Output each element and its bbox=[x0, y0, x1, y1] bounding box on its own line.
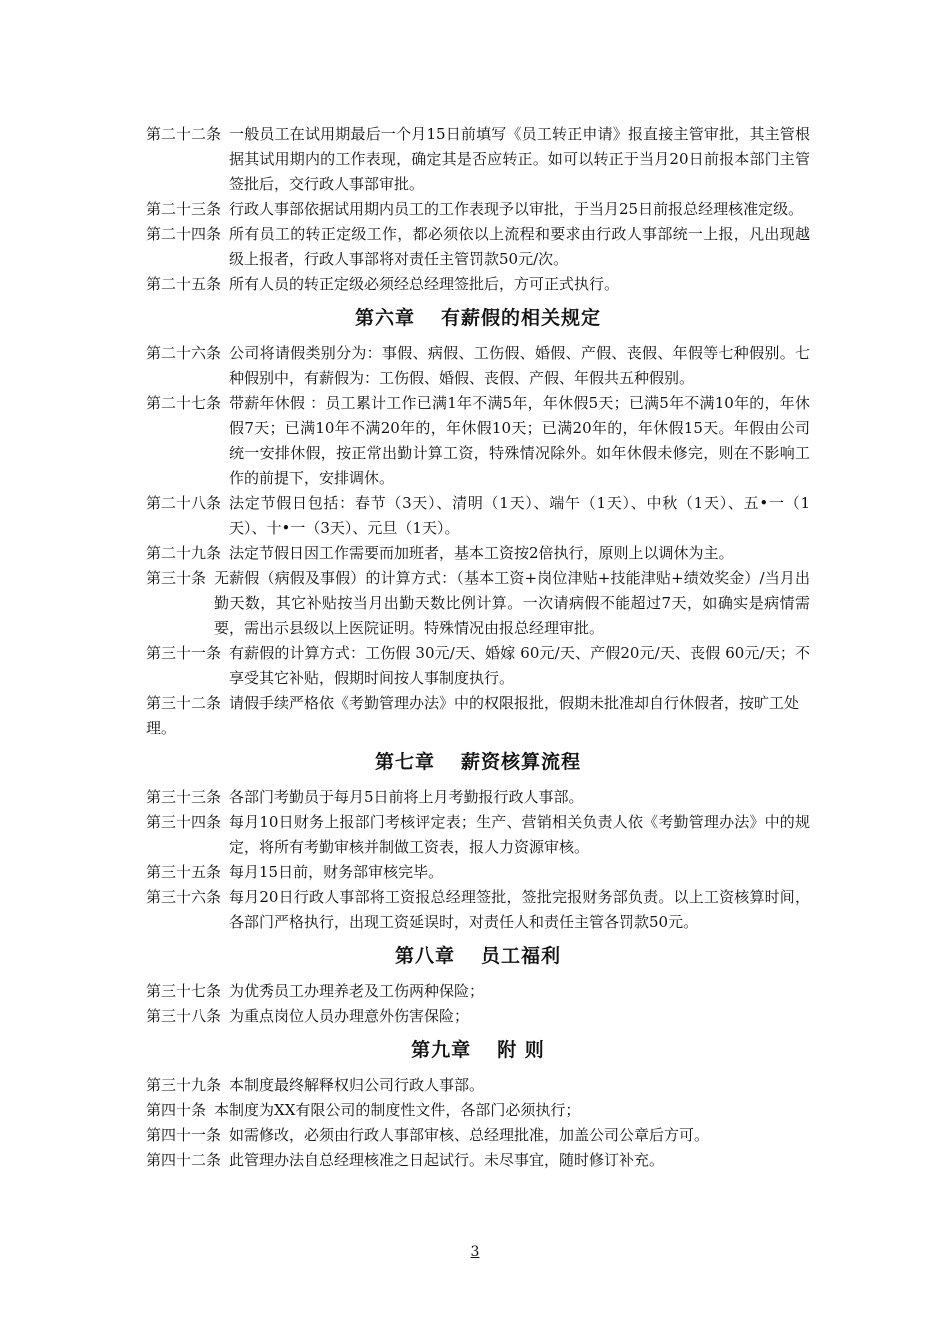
article-text: 有薪假的计算方式：工伤假 30元/天、婚嫁 60元/天、产假20元/天、丧假 60元/天；不享受其它补贴，假期时间按人事制度执行。 bbox=[229, 644, 810, 687]
article bbox=[146, 541, 810, 566]
article-number: 第二十四条 bbox=[146, 225, 222, 243]
article bbox=[146, 979, 810, 1004]
article bbox=[146, 1073, 810, 1098]
article bbox=[146, 222, 810, 272]
article-text: 法定节假日包括：春节（3天）、清明（1天）、端午（1天）、中秋（1天）、五•一（1天）、十•一（3天）、元旦（1天）。 bbox=[229, 494, 810, 537]
article-number: 第二十二条 bbox=[146, 125, 222, 143]
chapter-heading bbox=[146, 305, 810, 332]
article bbox=[146, 1004, 810, 1029]
article-text: 法定节假日因工作需要而加班者，基本工资按2倍执行，原则上以调休为主。 bbox=[229, 544, 734, 562]
article-text: 如需修改，必须由行政人事部审核、总经理批准，加盖公司公章后方可。 bbox=[229, 1126, 710, 1144]
article-text: 各部门考勤员于每月5日前将上月考勤报行政人事部。 bbox=[229, 788, 584, 806]
page-number: 3 bbox=[470, 1244, 480, 1260]
article-text: 带薪年休假 ：员工累计工作已满1年不满5年，年休假5天；已满5年不满10年的，年休假7天；已满10年不满20年的，年休假10天；已满20年的，年休假15天。年假由公司统一安排休假，按正常出勤计算工资，特殊情况除外。如年休假未修完，则在不影响工作的前提下，安排调休。 bbox=[229, 394, 810, 487]
article-text: 每月10日财务上报部门考核评定表；生产、营销相关负责人依《考勤管理办法》中的规定，将所有考勤审核并制做工资表，报人力资源审核。 bbox=[229, 813, 810, 856]
chapter-title: 附 则 bbox=[497, 1039, 545, 1061]
chapter-label: 第八章 bbox=[394, 945, 455, 967]
chapter-title: 有薪假的相关规定 bbox=[441, 307, 602, 329]
article-text: 请假手续严格依《考勤管理办法》中的权限报批，假期未批准却自行休假者，按旷工处理。 bbox=[146, 694, 800, 737]
article bbox=[146, 1123, 810, 1148]
article-number: 第二十六条 bbox=[146, 344, 222, 362]
article-number: 第三十六条 bbox=[146, 888, 222, 906]
article-text: 所有员工的转正定级工作，都必须依以上流程和要求由行政人事部统一上报，凡出现越级上报者，行政人事部将对责任主管罚款50元/次。 bbox=[229, 225, 810, 268]
article bbox=[146, 1148, 810, 1173]
chapter-label: 第六章 bbox=[354, 307, 415, 329]
article-number: 第二十九条 bbox=[146, 544, 222, 562]
chapter-title: 薪资核算流程 bbox=[461, 751, 582, 773]
chapter-heading bbox=[146, 943, 810, 970]
article bbox=[146, 197, 810, 222]
article-number: 第三十四条 bbox=[146, 813, 222, 831]
article-number: 第三十八条 bbox=[146, 1007, 222, 1025]
article-text: 本制度为XX有限公司的制度性文件，各部门必须执行； bbox=[214, 1101, 581, 1119]
chapter-heading bbox=[146, 749, 810, 776]
page-footer bbox=[0, 1244, 950, 1260]
article-number: 第三十二条 bbox=[146, 694, 222, 712]
article-number: 第二十三条 bbox=[146, 200, 222, 218]
article-text: 一般员工在试用期最后一个月15日前填写《员工转正申请》报直接主管审批，其主管根据其试用期内的工作表现，确定其是否应转正。如可以转正于当月20日前报本部门主管签批后，交行政人事部审批。 bbox=[229, 125, 810, 193]
article-number: 第三十三条 bbox=[146, 788, 222, 806]
article-text: 每月15日前，财务部审核完毕。 bbox=[229, 863, 444, 881]
chapter-label: 第九章 bbox=[411, 1039, 472, 1061]
article-text: 为重点岗位人员办理意外伤害保险； bbox=[229, 1007, 470, 1025]
article-text: 无薪假（病假及事假）的计算方式：（基本工资+岗位津贴+技能津贴+绩效奖金）/当月出勤天数，其它补贴按当月出勤天数比例计算。一次请病假不能超过7天，如确实是病情需要，需出示县级以上医院证明。特殊情况由报总经理审批。 bbox=[214, 569, 810, 637]
article-number: 第四十二条 bbox=[146, 1151, 222, 1169]
article bbox=[146, 391, 810, 491]
article-text: 每月20日行政人事部将工资报总经理签批，签批完报财务部负责。以上工资核算时间，各部门严格执行，出现工资延误时，对责任人和责任主管各罚款50元。 bbox=[229, 888, 810, 931]
article-text: 为优秀员工办理养老及工伤两种保险； bbox=[229, 982, 485, 1000]
article-number: 第二十八条 bbox=[146, 494, 222, 512]
article bbox=[146, 785, 810, 810]
article bbox=[146, 272, 810, 297]
article-number: 第四十一条 bbox=[146, 1126, 222, 1144]
article bbox=[146, 566, 810, 641]
article-text: 此管理办法自总经理核准之日起试行。未尽事宜，随时修订补充。 bbox=[229, 1151, 665, 1169]
article-number: 第四十条 bbox=[146, 1101, 207, 1119]
page-content bbox=[146, 122, 810, 1173]
article-number: 第三十一条 bbox=[146, 644, 222, 662]
article-text: 行政人事部依据试用期内员工的工作表现予以审批，于当月25日前报总经理核准定级。 bbox=[229, 200, 804, 218]
article bbox=[146, 341, 810, 391]
article bbox=[146, 122, 810, 197]
article-number: 第三十五条 bbox=[146, 863, 222, 881]
article bbox=[146, 860, 810, 885]
article bbox=[146, 491, 810, 541]
article-text: 本制度最终解释权归公司行政人事部。 bbox=[229, 1076, 485, 1094]
article bbox=[146, 885, 810, 935]
article-number: 第二十五条 bbox=[146, 275, 222, 293]
article-number: 第三十九条 bbox=[146, 1076, 222, 1094]
article bbox=[146, 641, 810, 691]
article-text: 公司将请假类别分为：事假、病假、工伤假、婚假、产假、丧假、年假等七种假别。七种假别中，有薪假为：工伤假、婚假、丧假、产假、年假共五种假别。 bbox=[229, 344, 810, 387]
article bbox=[146, 1098, 810, 1123]
article bbox=[146, 810, 810, 860]
article-text: 所有人员的转正定级必须经总经理签批后，方可正式执行。 bbox=[229, 275, 620, 293]
chapter-label: 第七章 bbox=[374, 751, 435, 773]
article-number: 第三十七条 bbox=[146, 982, 222, 1000]
article bbox=[146, 691, 810, 741]
article-number: 第三十条 bbox=[146, 569, 207, 587]
chapter-heading bbox=[146, 1037, 810, 1064]
chapter-title: 员工福利 bbox=[481, 945, 562, 967]
article-number: 第二十七条 bbox=[146, 394, 222, 412]
